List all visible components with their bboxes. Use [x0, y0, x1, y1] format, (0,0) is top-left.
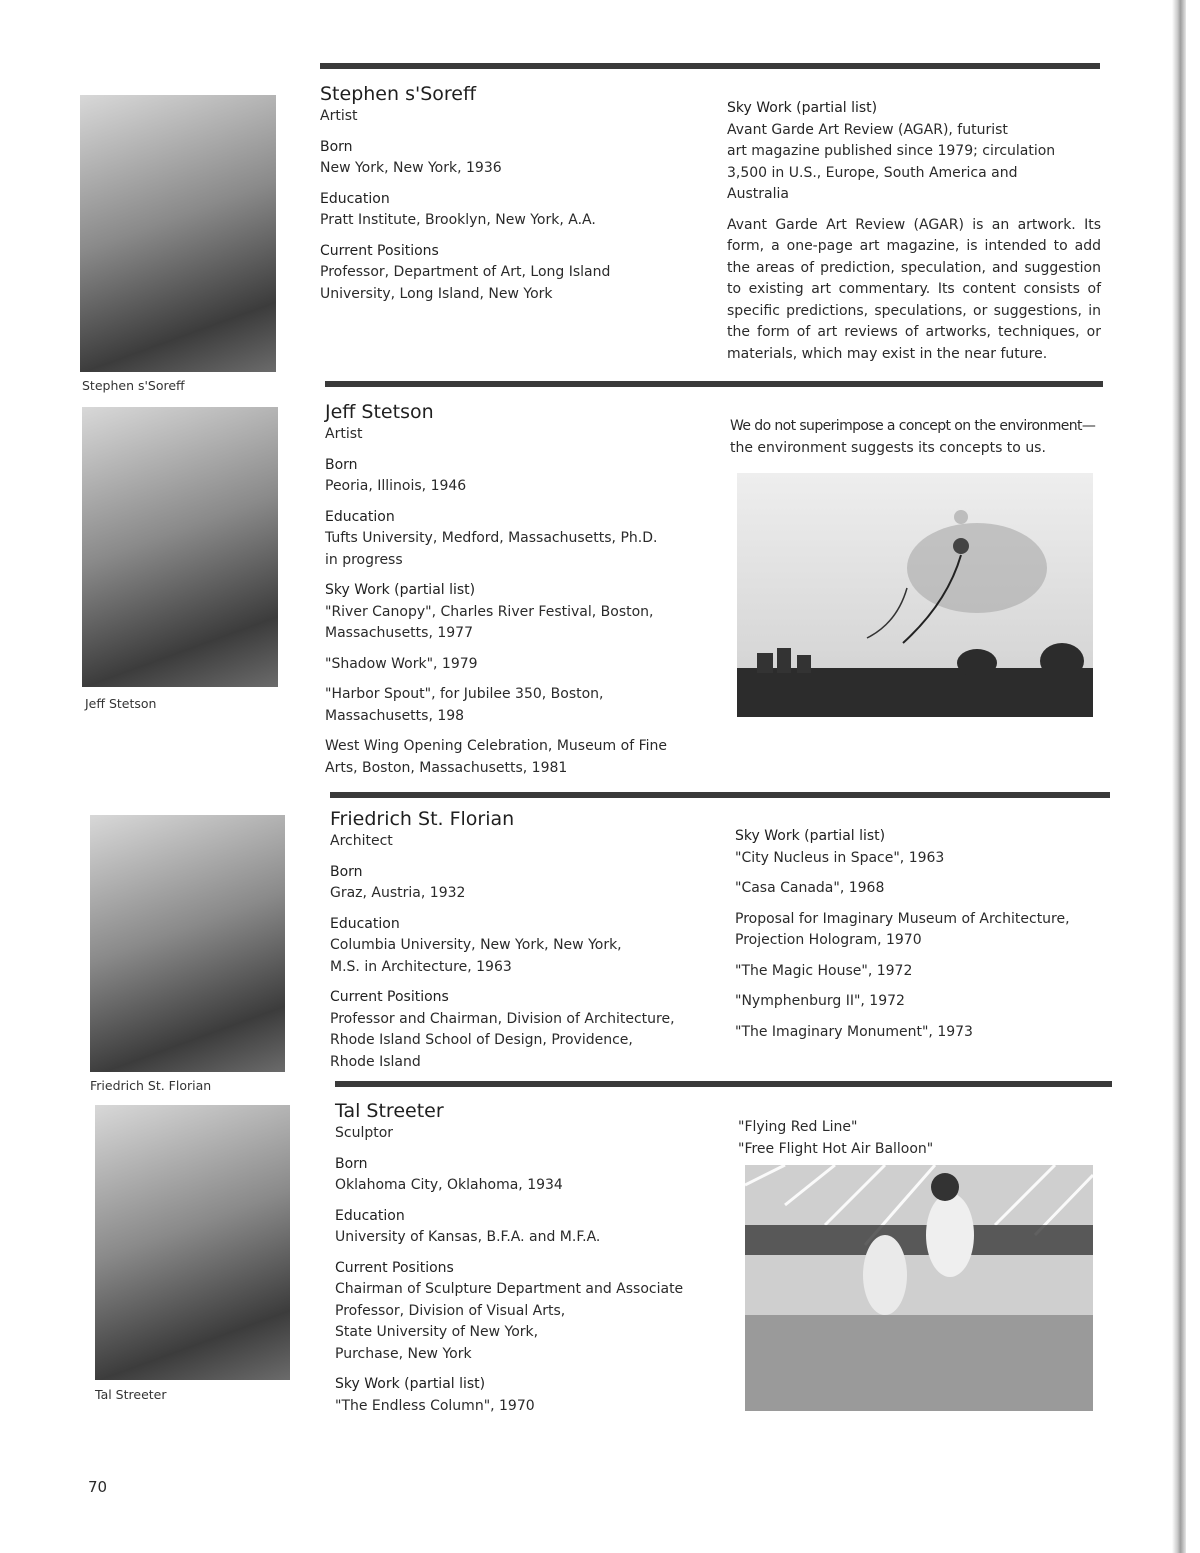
skywork-line: "City Nucleus in Space", 1963 — [735, 849, 945, 866]
bio-tal-streeter — [335, 1099, 725, 1417]
section-rule — [320, 63, 1100, 69]
skywork-label: Sky Work (partial list) — [335, 1376, 486, 1392]
position-line: Purchase, New York — [335, 1345, 472, 1362]
page-number: 70 — [88, 1478, 108, 1496]
skywork-line: art magazine published since 1979; circulation — [727, 143, 1056, 159]
bio-stephen-ssoreff — [320, 82, 710, 305]
positions-label: Current Positions — [330, 989, 449, 1005]
person-role: Artist — [325, 426, 363, 442]
quote-line: the environment suggests its concepts to us. — [730, 439, 1046, 456]
section-rule — [330, 792, 1110, 798]
education-line: Pratt Institute, Brooklyn, New York, A.A. — [320, 212, 596, 228]
person-name: Jeff Stetson — [325, 401, 434, 423]
skywork-line: "The Imaginary Monument", 1973 — [735, 1023, 973, 1040]
education-label: Education — [335, 1207, 405, 1224]
skywork-line: Arts, Boston, Massachusetts, 1981 — [325, 759, 568, 776]
portrait-photo-friedrich-st-florian — [90, 815, 285, 1072]
photo-caption: Friedrich St. Florian — [90, 1078, 212, 1093]
portrait-photo-tal-streeter — [95, 1105, 290, 1380]
position-line: University, Long Island, New York — [320, 285, 553, 302]
work-title: "Flying Red Line" — [738, 1119, 858, 1135]
skywork-friedrich-st-florian — [735, 826, 1115, 1043]
education-line: M.S. in Architecture, 1963 — [330, 958, 512, 975]
person-role: Architect — [330, 833, 393, 849]
born-label: Born — [320, 138, 353, 155]
section-rule — [335, 1081, 1112, 1087]
person-name: Friedrich St. Florian — [330, 808, 515, 830]
born-value: Peoria, Illinois, 1946 — [325, 478, 467, 494]
skywork-line: Avant Garde Art Review (AGAR), futurist — [727, 121, 1008, 138]
skywork-line: "The Endless Column", 1970 — [335, 1397, 535, 1414]
position-line: State University of New York, — [335, 1324, 539, 1340]
education-line: in progress — [325, 551, 403, 568]
person-name: Stephen s'Soreff — [320, 83, 477, 105]
photo-caption: Tal Streeter — [95, 1387, 167, 1402]
quote-line: We do not superimpose a concept on the environment— — [730, 418, 1096, 434]
education-line: Columbia University, New York, New York, — [330, 937, 622, 953]
skywork-line: 3,500 in U.S., Europe, South America and — [727, 164, 1018, 181]
skywork-stephen-ssoreff — [727, 98, 1101, 365]
skywork-line: Massachusetts, 1977 — [325, 625, 473, 641]
skywork-line: "River Canopy", Charles River Festival, Boston, — [325, 603, 654, 620]
position-line: Professor, Division of Visual Arts, — [335, 1302, 566, 1319]
education-line: Tufts University, Medford, Massachusetts, Ph.D. — [325, 530, 658, 546]
skywork-label: Sky Work (partial list) — [325, 582, 476, 598]
quote-jeff-stetson — [730, 416, 1110, 459]
skywork-line: Australia — [727, 186, 789, 202]
skywork-line: "Harbor Spout", for Jubilee 350, Boston, — [325, 686, 604, 702]
born-value: New York, New York, 1936 — [320, 160, 502, 176]
balloon-sky-photo — [737, 473, 1093, 717]
born-value: Graz, Austria, 1932 — [330, 885, 466, 901]
description-paragraph: Avant Garde Art Review (AGAR) is an artwork. Its form, a one-page art magazine, is intended to add the areas of prediction, speculation, and suggestion to existing art commentary. Its content consists of specific predictions, speculations, or suggestions, in the form of art reviews of artworks, techniques, or materials, which may exist in the near future. — [727, 216, 1101, 362]
positions-label: Current Positions — [335, 1259, 454, 1276]
positions-label: Current Positions — [320, 242, 439, 259]
bio-jeff-stetson — [325, 400, 715, 779]
portrait-photo-stephen-ssoreff — [80, 95, 276, 372]
education-label: Education — [325, 508, 395, 525]
education-label: Education — [320, 190, 390, 207]
works-tal-streeter — [738, 1117, 1108, 1160]
portrait-photo-jeff-stetson — [82, 407, 278, 687]
skywork-line: West Wing Opening Celebration, Museum of Fine — [325, 738, 668, 754]
person-name: Tal Streeter — [335, 1100, 444, 1122]
position-line: Rhode Island — [330, 1053, 421, 1070]
skywork-line: Projection Hologram, 1970 — [735, 932, 922, 948]
born-label: Born — [325, 456, 358, 473]
skywork-label: Sky Work (partial list) — [727, 100, 878, 116]
skywork-line: "Nymphenburg II", 1972 — [735, 993, 905, 1009]
skywork-line: "The Magic House", 1972 — [735, 962, 913, 979]
education-line: University of Kansas, B.F.A. and M.F.A. — [335, 1229, 601, 1245]
kite-work-photo — [745, 1165, 1093, 1411]
position-line: Professor and Chairman, Division of Architecture, — [330, 1010, 675, 1027]
person-role: Sculptor — [335, 1125, 394, 1141]
section-rule — [325, 381, 1103, 387]
photo-caption: Stephen s'Soreff — [82, 378, 185, 393]
skywork-line: Proposal for Imaginary Museum of Architecture, — [735, 910, 1070, 927]
photo-caption: Jeff Stetson — [85, 696, 157, 711]
skywork-label: Sky Work (partial list) — [735, 828, 886, 844]
position-line: Rhode Island School of Design, Providence, — [330, 1032, 633, 1048]
born-value: Oklahoma City, Oklahoma, 1934 — [335, 1177, 563, 1193]
education-label: Education — [330, 915, 400, 932]
skywork-line: "Shadow Work", 1979 — [325, 655, 478, 672]
position-line: Chairman of Sculpture Department and Associate — [335, 1281, 684, 1297]
person-role: Artist — [320, 108, 358, 124]
born-label: Born — [335, 1155, 368, 1172]
bio-friedrich-st-florian — [330, 807, 720, 1073]
skywork-line: "Casa Canada", 1968 — [735, 880, 885, 896]
skywork-line: Massachusetts, 198 — [325, 707, 465, 724]
position-line: Professor, Department of Art, Long Island — [320, 264, 611, 280]
work-title: "Free Flight Hot Air Balloon" — [738, 1140, 934, 1157]
page-edge-shadow — [1172, 0, 1186, 1553]
born-label: Born — [330, 863, 363, 880]
